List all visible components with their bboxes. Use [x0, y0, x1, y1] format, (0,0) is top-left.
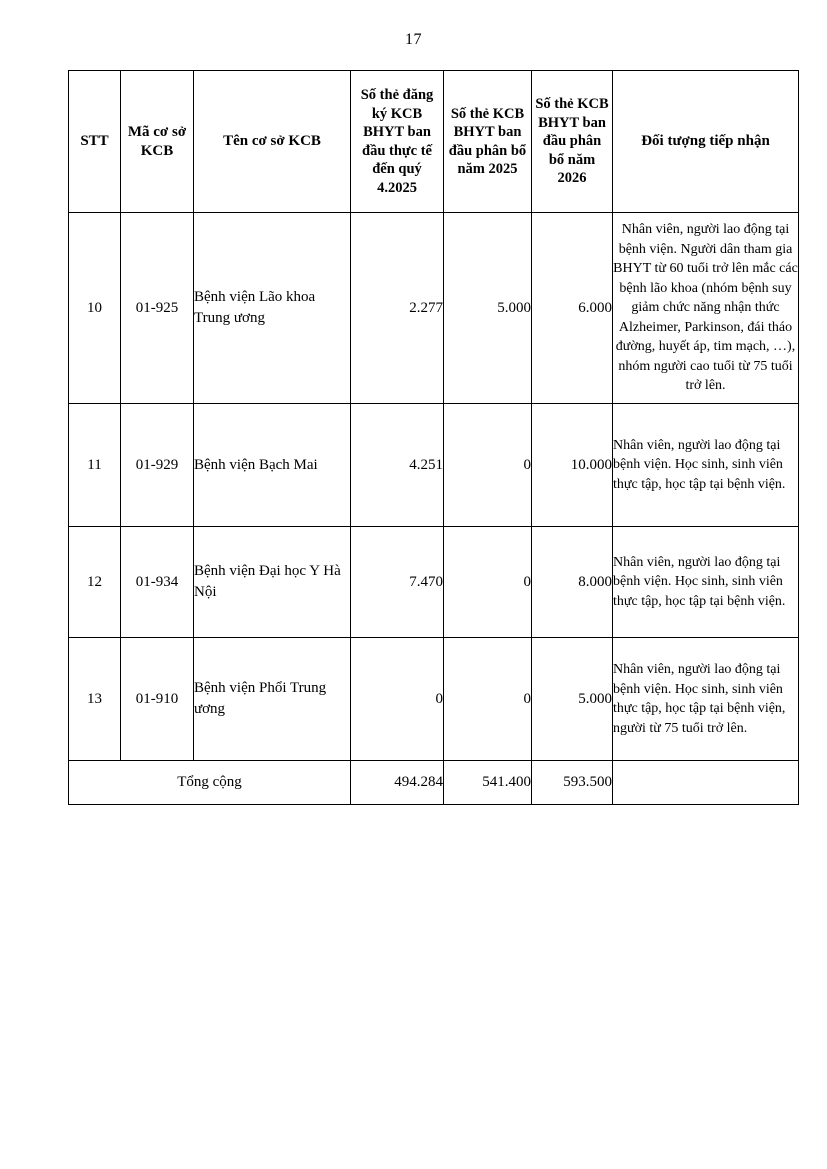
- row-recipients: Nhân viên, người lao động tại bệnh viện. Học sinh, sinh viên thực tập, học tập tại bệnh viện.: [613, 527, 799, 638]
- allocation-table: [68, 70, 799, 805]
- row-alloc-2026: 6.000: [532, 213, 613, 404]
- page-number: 17: [405, 31, 422, 48]
- table-row: [69, 404, 799, 527]
- total-recipients: [613, 761, 799, 805]
- row-registered: 0: [351, 638, 444, 761]
- table-row: [69, 213, 799, 404]
- column-header-registered: Số thẻ đăng ký KCB BHYT ban đầu thực tế đến quý 4.2025: [351, 71, 444, 213]
- row-code: 01-910: [121, 638, 194, 761]
- table-total-row: [69, 761, 799, 805]
- row-stt: 11: [69, 404, 121, 527]
- column-header-alloc-2025: Số thẻ KCB BHYT ban đầu phân bổ năm 2025: [444, 71, 532, 213]
- row-registered: 2.277: [351, 213, 444, 404]
- row-alloc-2025: 5.000: [444, 213, 532, 404]
- table-header-row: [69, 71, 799, 213]
- row-alloc-2025: 0: [444, 404, 532, 527]
- column-header-recipients: Đối tượng tiếp nhận: [613, 71, 799, 213]
- table-row: [69, 527, 799, 638]
- allocation-table-container: [68, 70, 798, 805]
- column-header-alloc-2026: Số thẻ KCB BHYT ban đầu phân bổ năm 2026: [532, 71, 613, 213]
- row-alloc-2026: 5.000: [532, 638, 613, 761]
- row-stt: 10: [69, 213, 121, 404]
- total-registered: 494.284: [351, 761, 444, 805]
- total-label: Tổng cộng: [69, 761, 351, 805]
- row-name: Bệnh viện Lão khoa Trung ương: [194, 213, 351, 404]
- row-alloc-2026: 10.000: [532, 404, 613, 527]
- total-alloc-2025: 541.400: [444, 761, 532, 805]
- row-name: Bệnh viện Bạch Mai: [194, 404, 351, 527]
- row-code: 01-929: [121, 404, 194, 527]
- row-stt: 12: [69, 527, 121, 638]
- total-alloc-2026: 593.500: [532, 761, 613, 805]
- row-registered: 7.470: [351, 527, 444, 638]
- row-recipients: Nhân viên, người lao động tại bệnh viện. Học sinh, sinh viên thực tập, học tập tại bệnh viện, người từ 75 tuổi trở lên.: [613, 638, 799, 761]
- row-code: 01-925: [121, 213, 194, 404]
- row-alloc-2025: 0: [444, 638, 532, 761]
- row-stt: 13: [69, 638, 121, 761]
- row-alloc-2026: 8.000: [532, 527, 613, 638]
- row-code: 01-934: [121, 527, 194, 638]
- row-name: Bệnh viện Phổi Trung ương: [194, 638, 351, 761]
- column-header-code: Mã cơ sở KCB: [121, 71, 194, 213]
- row-recipients: Nhân viên, người lao động tại bệnh viện. Học sinh, sinh viên thực tập, học tập tại bệnh viện.: [613, 404, 799, 527]
- row-recipients: Nhân viên, người lao động tại bệnh viện. Người dân tham gia BHYT từ 60 tuổi trở lên mắc các bệnh lão khoa (nhóm bệnh suy giảm chức năng nhận thức Alzheimer, Parkinson, đái tháo đường, huyết áp, tim mạch, …), nhóm người cao tuổi từ 75 tuổi trở lên.: [613, 213, 799, 404]
- row-alloc-2025: 0: [444, 527, 532, 638]
- table-row: [69, 638, 799, 761]
- row-registered: 4.251: [351, 404, 444, 527]
- row-name: Bệnh viện Đại học Y Hà Nội: [194, 527, 351, 638]
- column-header-stt: STT: [69, 71, 121, 213]
- column-header-name: Tên cơ sở KCB: [194, 71, 351, 213]
